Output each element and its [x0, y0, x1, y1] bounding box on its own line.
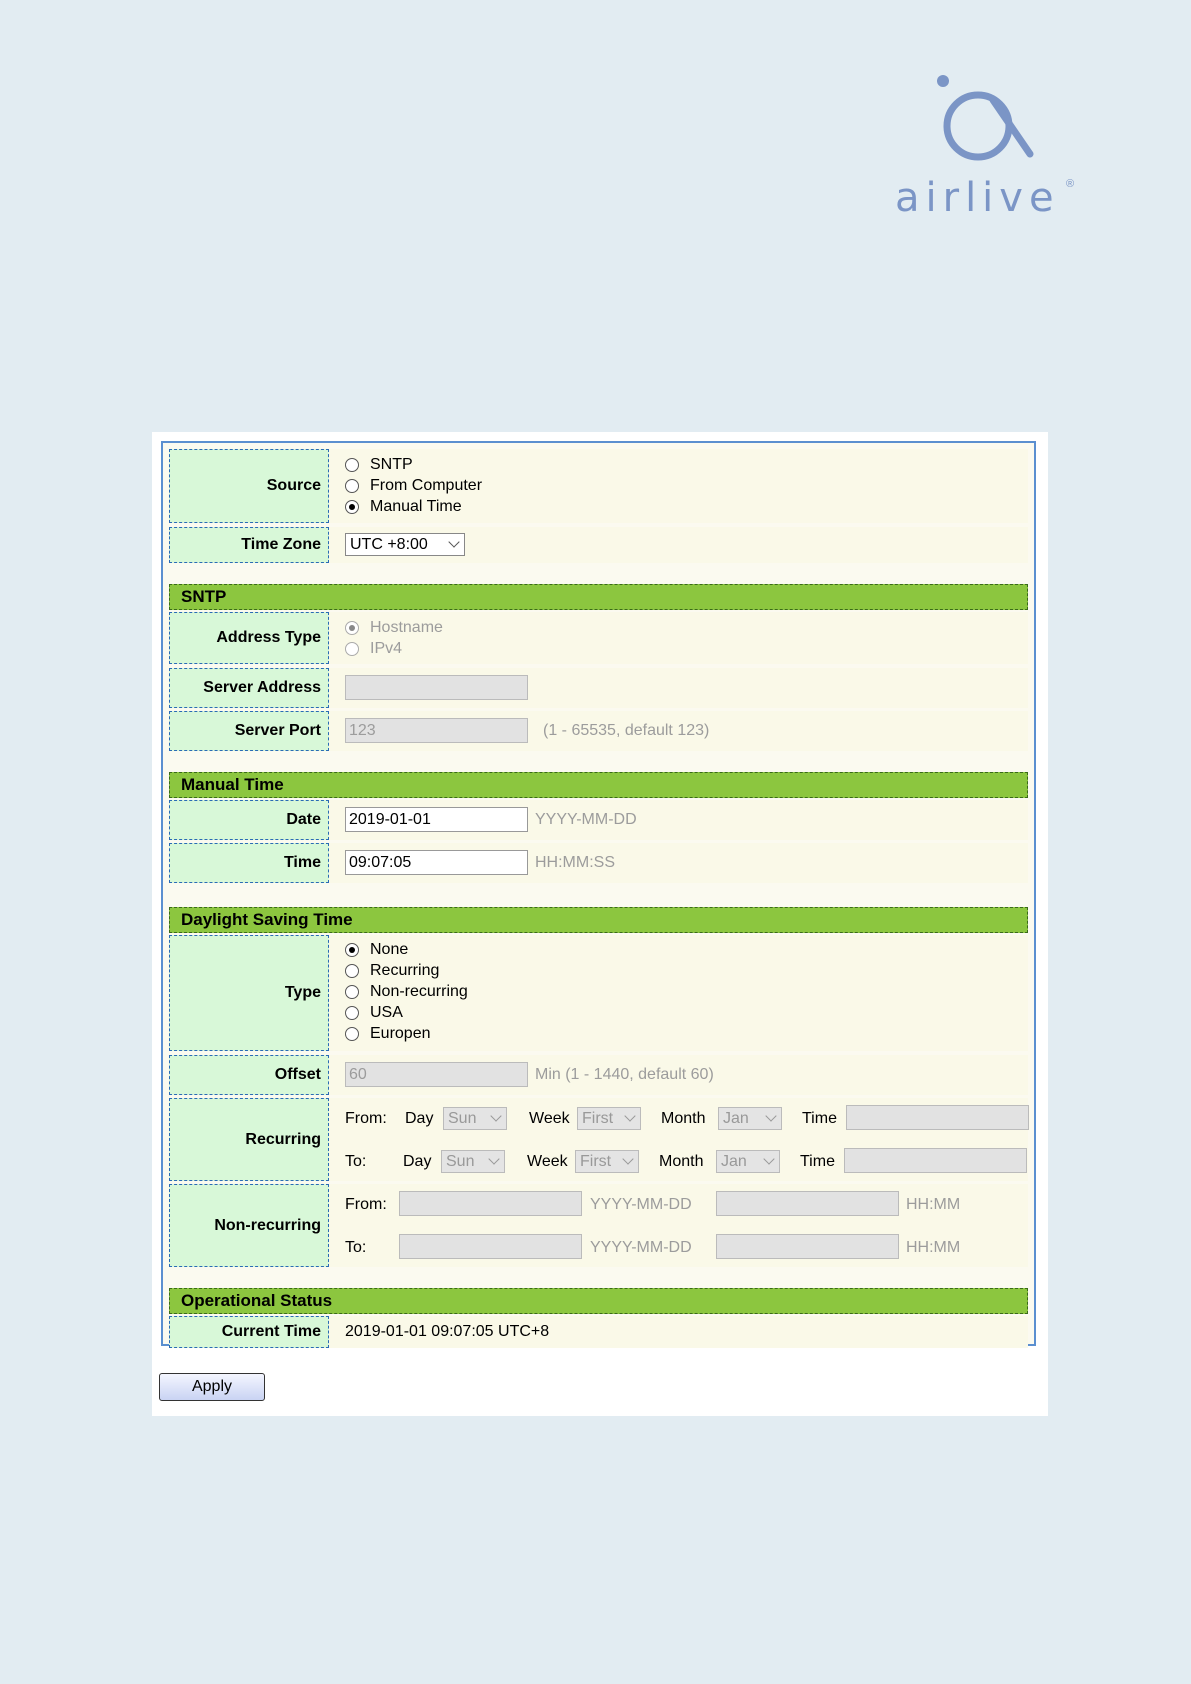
operational-status-section-header: Operational Status	[169, 1288, 1028, 1314]
nonrecurring-from-date-hint: YYYY-MM-DD	[590, 1196, 692, 1213]
chevron-down-icon	[488, 1153, 499, 1164]
nonrecurring-to-time-input[interactable]	[716, 1234, 899, 1259]
address-type-row	[169, 612, 1028, 664]
dst-type-none-option[interactable]	[345, 939, 408, 960]
recurring-from-month-value: Jan	[723, 1110, 749, 1127]
nonrecurring-from-label: From:	[345, 1196, 387, 1213]
chevron-down-icon	[765, 1110, 776, 1121]
dst-type-recurring-option[interactable]	[345, 960, 439, 981]
nonrecurring-from-time-hint: HH:MM	[906, 1196, 961, 1213]
server-address-input[interactable]	[345, 675, 528, 700]
source-computer-radio[interactable]	[345, 479, 359, 493]
time-zone-row	[169, 527, 1028, 563]
logo-text: airlive	[895, 175, 1060, 221]
recurring-to-time-input[interactable]	[844, 1148, 1027, 1173]
recurring-to-month-select[interactable]	[716, 1150, 780, 1173]
source-sntp-option[interactable]	[345, 454, 413, 475]
recurring-to-week-select[interactable]	[575, 1150, 639, 1173]
source-computer-option[interactable]	[345, 475, 482, 496]
airlive-logo	[895, 70, 1080, 230]
nonrecurring-to-date-hint: YYYY-MM-DD	[590, 1239, 692, 1256]
nonrecurring-row	[169, 1184, 1028, 1267]
nonrecurring-from-date-input[interactable]	[399, 1191, 582, 1216]
dst-type-none-radio[interactable]	[345, 943, 359, 957]
recurring-to-day-value: Sun	[446, 1153, 475, 1170]
current-time-row	[169, 1316, 1028, 1348]
current-time-label: Current Time	[169, 1316, 329, 1348]
source-label: Source	[169, 449, 329, 523]
recurring-to-month-label: Month	[659, 1153, 704, 1170]
dst-type-row	[169, 935, 1028, 1051]
dst-type-usa-radio[interactable]	[345, 1006, 359, 1020]
address-type-hostname-option[interactable]	[345, 617, 443, 638]
time-settings-panel	[161, 441, 1036, 1346]
date-hint: YYYY-MM-DD	[535, 811, 637, 828]
recurring-from-day-value: Sun	[448, 1110, 477, 1127]
nonrecurring-to-time-hint: HH:MM	[906, 1239, 961, 1256]
server-port-row	[169, 711, 1028, 751]
recurring-from-week-label: Week	[529, 1110, 570, 1127]
source-manual-radio[interactable]	[345, 500, 359, 514]
chevron-down-icon	[448, 536, 459, 547]
recurring-from-time-label: Time	[802, 1110, 837, 1127]
dst-type-label: Type	[169, 935, 329, 1051]
address-type-ipv4-radio[interactable]	[345, 642, 359, 656]
dst-type-nonrecurring-radio[interactable]	[345, 985, 359, 999]
recurring-from-time-input[interactable]	[846, 1105, 1029, 1130]
dst-type-recurring-text: Recurring	[370, 961, 440, 979]
time-hint: HH:MM:SS	[535, 854, 615, 871]
recurring-to-week-value: First	[580, 1153, 612, 1170]
time-input[interactable]: 09:07:05	[345, 850, 528, 875]
time-label: Time	[169, 843, 329, 883]
apply-button[interactable]: Apply	[159, 1373, 265, 1401]
recurring-from-day-label: Day	[405, 1110, 434, 1127]
recurring-from-label: From:	[345, 1110, 387, 1127]
recurring-from-day-select[interactable]	[443, 1107, 507, 1130]
offset-input[interactable]: 60	[345, 1062, 528, 1087]
address-type-hostname-text: Hostname	[370, 618, 443, 636]
registered-mark: ®	[1066, 178, 1075, 190]
dst-type-europen-radio[interactable]	[345, 1027, 359, 1041]
date-input[interactable]: 2019-01-01	[345, 807, 528, 832]
server-address-label: Server Address	[169, 668, 329, 708]
dst-type-europen-option[interactable]	[345, 1023, 431, 1044]
offset-row	[169, 1055, 1028, 1095]
manual-time-section-header: Manual Time	[169, 772, 1028, 798]
source-manual-option[interactable]	[345, 496, 462, 517]
time-zone-select[interactable]	[345, 533, 465, 556]
recurring-to-month-value: Jan	[721, 1153, 747, 1170]
server-port-label: Server Port	[169, 711, 329, 751]
offset-hint: Min (1 - 1440, default 60)	[535, 1066, 714, 1083]
address-type-hostname-radio[interactable]	[345, 621, 359, 635]
recurring-to-day-select[interactable]	[441, 1150, 505, 1173]
dst-type-usa-text: USA	[370, 1003, 403, 1021]
dst-type-europen-text: Europen	[370, 1024, 431, 1042]
source-manual-text: Manual Time	[370, 497, 462, 515]
recurring-to-time-label: Time	[800, 1153, 835, 1170]
address-type-ipv4-text: IPv4	[370, 639, 403, 657]
address-type-ipv4-option[interactable]	[345, 638, 402, 659]
address-type-label: Address Type	[169, 612, 329, 664]
recurring-to-day-label: Day	[403, 1153, 432, 1170]
source-sntp-radio[interactable]	[345, 458, 359, 472]
current-time-value: 2019-01-01 09:07:05 UTC+8	[345, 1323, 550, 1340]
time-row	[169, 843, 1028, 883]
airlive-logo-mark	[895, 70, 1080, 180]
recurring-from-week-select[interactable]	[577, 1107, 641, 1130]
chevron-down-icon	[622, 1153, 633, 1164]
server-address-row	[169, 668, 1028, 708]
time-settings-screenshot	[152, 432, 1048, 1416]
chevron-down-icon	[624, 1110, 635, 1121]
recurring-to-label: To:	[345, 1153, 367, 1170]
source-row	[169, 449, 1028, 523]
recurring-from-week-value: First	[582, 1110, 614, 1127]
nonrecurring-to-label: To:	[345, 1239, 367, 1256]
server-port-hint: (1 - 65535, default 123)	[543, 722, 710, 739]
dst-type-recurring-radio[interactable]	[345, 964, 359, 978]
recurring-row	[169, 1098, 1028, 1181]
nonrecurring-label: Non-recurring	[169, 1184, 329, 1267]
dst-type-nonrecurring-text: Non-recurring	[370, 982, 468, 1000]
offset-label: Offset	[169, 1055, 329, 1095]
chevron-down-icon	[490, 1110, 501, 1121]
sntp-section-header: SNTP	[169, 584, 1028, 610]
time-zone-value: UTC +8:00	[350, 536, 428, 553]
chevron-down-icon	[763, 1153, 774, 1164]
source-computer-text: From Computer	[370, 476, 483, 494]
dst-type-usa-option[interactable]	[345, 1002, 403, 1023]
nonrecurring-from-time-input[interactable]	[716, 1191, 899, 1216]
recurring-from-month-label: Month	[661, 1110, 706, 1127]
recurring-label: Recurring	[169, 1098, 329, 1181]
dst-type-nonrecurring-option[interactable]	[345, 981, 468, 1002]
time-zone-label: Time Zone	[169, 527, 329, 563]
recurring-from-month-select[interactable]	[718, 1107, 782, 1130]
date-row	[169, 800, 1028, 840]
source-sntp-text: SNTP	[370, 455, 413, 473]
nonrecurring-to-date-input[interactable]	[399, 1234, 582, 1259]
recurring-to-week-label: Week	[527, 1153, 568, 1170]
dst-type-none-text: None	[370, 940, 409, 958]
dst-section-header: Daylight Saving Time	[169, 907, 1028, 933]
server-port-input[interactable]: 123	[345, 718, 528, 743]
date-label: Date	[169, 800, 329, 840]
